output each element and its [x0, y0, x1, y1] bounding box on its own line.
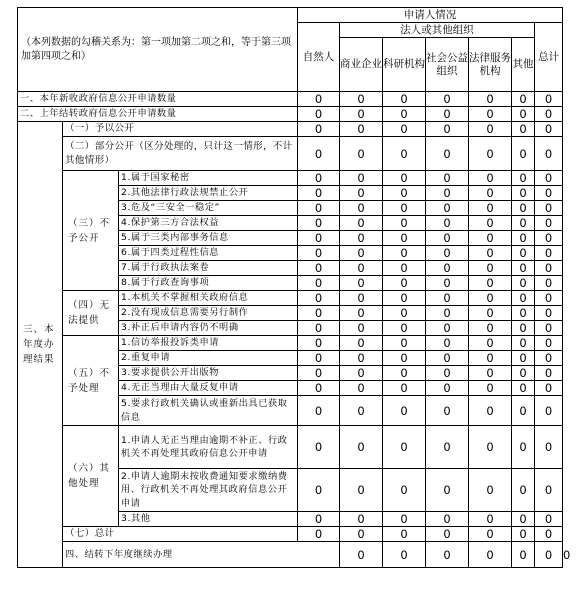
value-cell: 0: [512, 171, 535, 186]
value-cell: 0: [340, 351, 383, 366]
row-label-item: 4.保护第三方合法权益: [119, 216, 298, 231]
row-label-carry-forward: 四、结转下年度继续办理: [63, 542, 340, 568]
row-label-item: 2.没有现成信息需要另行制作: [119, 306, 298, 321]
value-cell: 0: [298, 261, 340, 276]
value-cell: 0: [512, 216, 535, 231]
value-cell: 0: [298, 137, 340, 171]
value-cell: 0: [298, 216, 340, 231]
value-cell: 0: [383, 381, 426, 396]
value-cell: 0: [383, 186, 426, 201]
value-cell: 0: [512, 396, 535, 426]
value-cell: 0: [383, 351, 426, 366]
value-cell: 0: [426, 201, 469, 216]
value-cell: 0: [340, 396, 383, 426]
value-cell: 0: [469, 201, 512, 216]
value-cell: 0: [426, 381, 469, 396]
col-header-research: 科研机构: [383, 38, 426, 92]
value-cell: 0: [426, 396, 469, 426]
value-cell: 0: [426, 92, 469, 107]
value-cell: 0: [426, 171, 469, 186]
value-cell: 0: [426, 276, 469, 291]
value-cell: 0: [426, 527, 469, 542]
row-label-item: 1.属于国家秘密: [119, 171, 298, 186]
value-cell: 0: [469, 231, 512, 246]
section-label-results: 三、本年度办理结果: [18, 122, 63, 568]
value-cell: 0: [469, 381, 512, 396]
row-label-item: 2.重复申请: [119, 351, 298, 366]
value-cell: 0: [535, 171, 563, 186]
value-cell: 0: [383, 291, 426, 306]
value-cell: 0: [512, 336, 535, 351]
value-cell: 0: [340, 122, 383, 137]
value-cell: 0: [340, 291, 383, 306]
row-label-item: 1.信访举报投诉类申请: [119, 336, 298, 351]
value-cell: 0: [340, 246, 383, 261]
value-cell: 0: [426, 246, 469, 261]
value-cell: 0: [340, 381, 383, 396]
value-cell: 0: [469, 542, 512, 568]
table-row: 四、结转下年度继续办理 0 0 0 0 0 0 0: [18, 542, 563, 568]
value-cell: 0: [535, 201, 563, 216]
value-cell: 0: [469, 426, 512, 469]
value-cell: 0: [469, 396, 512, 426]
value-cell: 0: [535, 396, 563, 426]
value-cell: 0: [512, 469, 535, 512]
value-cell: 0: [298, 512, 340, 527]
row-label-item: 6.属于四类过程性信息: [119, 246, 298, 261]
value-cell: 0: [340, 469, 383, 512]
row-label-item: 1.本机关不掌握相关政府信息: [119, 291, 298, 306]
row-label-item: 7.属于行政执法案卷: [119, 261, 298, 276]
value-cell: 0: [469, 92, 512, 107]
value-cell: 0: [469, 366, 512, 381]
col-header-public-welfare: 社会公益组织: [426, 38, 469, 92]
value-cell: 0: [383, 396, 426, 426]
value-cell: 0: [426, 231, 469, 246]
value-cell: 0: [298, 92, 340, 107]
value-cell: 0: [469, 276, 512, 291]
value-cell: 0: [512, 291, 535, 306]
value-cell: 0: [340, 527, 383, 542]
row-label-total: （七）总计: [63, 527, 298, 542]
value-cell: 0: [535, 276, 563, 291]
value-cell: 0: [535, 261, 563, 276]
value-cell: 0: [535, 381, 563, 396]
value-cell: 0: [340, 92, 383, 107]
value-cell: 0: [512, 201, 535, 216]
value-cell: 0: [383, 107, 426, 122]
value-cell: 0: [426, 122, 469, 137]
value-cell: 0: [383, 261, 426, 276]
value-cell: 0: [383, 512, 426, 527]
disclosure-report-table: [17, 7, 571, 568]
value-cell: 0: [383, 527, 426, 542]
value-cell: 0: [512, 512, 535, 527]
value-cell: 0: [426, 512, 469, 527]
value-cell: 0: [298, 426, 340, 469]
table-note: （本列数据的勾稽关系为：第一项加第二项之和，等于第三项加第四项之和）: [18, 8, 298, 92]
value-cell: 0: [469, 291, 512, 306]
value-cell: 0: [512, 107, 535, 122]
value-cell: 0: [298, 336, 340, 351]
value-cell: 0: [512, 321, 535, 336]
value-cell: 0: [340, 366, 383, 381]
row-label-partial-disclosure: （二）部分公开（区分处理的，只计这一情形，不计其他情形）: [63, 137, 298, 171]
value-cell: 0: [469, 216, 512, 231]
value-cell: 0: [383, 231, 426, 246]
value-cell: 0: [535, 107, 563, 122]
value-cell: 0: [469, 351, 512, 366]
value-cell: 0: [512, 231, 535, 246]
col-header-other: 其他: [512, 38, 535, 92]
table-row: [18, 107, 563, 122]
legal-entity-header: 法人或其他组织: [340, 23, 535, 38]
value-cell: 0: [535, 512, 563, 527]
value-cell: 0: [298, 122, 340, 137]
value-cell: 0: [469, 261, 512, 276]
value-cell: 0: [298, 246, 340, 261]
row-label-item: 3.要求提供公开出版物: [119, 366, 298, 381]
table-row: [18, 92, 563, 107]
value-cell: 0: [512, 351, 535, 366]
value-cell: 0: [426, 336, 469, 351]
value-cell: 0: [340, 306, 383, 321]
value-cell: 0: [512, 366, 535, 381]
value-cell: 0: [469, 186, 512, 201]
value-cell: 0: [298, 201, 340, 216]
value-cell: 0: [383, 137, 426, 171]
value-cell: 0: [298, 469, 340, 512]
row-label-item: 1.申请人无正当理由逾期不补正、行政机关不再处理其政府信息公开申请: [119, 426, 298, 469]
table-row: [18, 122, 563, 137]
value-cell: 0: [298, 276, 340, 291]
group-label-unable-to-provide: （四）无法提供: [63, 291, 119, 336]
row-label-item: 2.申请人逾期未按收费通知要求缴纳费用、行政机关不再处理其政府信息公开申请: [119, 469, 298, 512]
value-cell: 0: [469, 137, 512, 171]
value-cell: 0: [298, 381, 340, 396]
value-cell: 0: [298, 291, 340, 306]
value-cell: 0: [535, 246, 563, 261]
value-cell: 0: [535, 426, 563, 469]
row-label-carried-over: 二、上年结转政府信息公开申请数量: [18, 107, 298, 122]
value-cell: 0: [469, 122, 512, 137]
value-cell: 0: [535, 527, 563, 542]
row-label-item: 5.要求行政机关确认或重新出具已获取信息: [119, 396, 298, 426]
value-cell: 0: [512, 246, 535, 261]
value-cell: 0: [340, 107, 383, 122]
table-row: [18, 426, 563, 469]
value-cell: 0: [512, 92, 535, 107]
value-cell: 0: [469, 512, 512, 527]
value-cell: 0: [512, 261, 535, 276]
table-row: [18, 291, 563, 306]
value-cell: 0: [340, 231, 383, 246]
value-cell: 0: [512, 542, 535, 568]
value-cell: 0: [512, 186, 535, 201]
value-cell: 0: [298, 321, 340, 336]
total-header: 总计: [535, 23, 563, 92]
value-cell: 0: [535, 137, 563, 171]
value-cell: 0: [535, 231, 563, 246]
table-row: [18, 171, 563, 186]
value-cell: 0: [298, 366, 340, 381]
value-cell: 0: [383, 276, 426, 291]
value-cell: 0: [426, 291, 469, 306]
value-cell: 0: [383, 201, 426, 216]
value-cell: 0: [535, 291, 563, 306]
value-cell: 0: [298, 171, 340, 186]
group-label-not-processed: （五）不予处理: [63, 336, 119, 426]
table-row: [18, 137, 563, 171]
value-cell: 0: [426, 351, 469, 366]
value-cell: 0: [512, 306, 535, 321]
value-cell: 0: [383, 171, 426, 186]
value-cell: 0: [469, 306, 512, 321]
row-label-item: 2.其他法律行政法规禁止公开: [119, 186, 298, 201]
value-cell: 0: [535, 336, 563, 351]
value-cell: 0: [340, 321, 383, 336]
value-cell: 0: [426, 137, 469, 171]
value-cell: 0: [383, 469, 426, 512]
row-label-item: 8.属于行政查询事项: [119, 276, 298, 291]
value-cell: 0: [340, 426, 383, 469]
value-cell: 0: [535, 469, 563, 512]
value-cell: 0: [535, 366, 563, 381]
value-cell: 0: [298, 351, 340, 366]
value-cell: 0: [469, 527, 512, 542]
row-label-item: 3.其他: [119, 512, 298, 527]
value-cell: 0: [426, 366, 469, 381]
value-cell: 0: [383, 122, 426, 137]
col-header-business: 商业企业: [340, 38, 383, 92]
value-cell: 0: [469, 321, 512, 336]
value-cell: 0: [469, 246, 512, 261]
value-cell: 0: [340, 276, 383, 291]
value-cell: 0: [535, 186, 563, 201]
value-cell: 0: [512, 276, 535, 291]
value-cell: 0: [535, 542, 563, 568]
value-cell: 0: [298, 186, 340, 201]
value-cell: 0: [298, 107, 340, 122]
value-cell: 0: [340, 186, 383, 201]
table-row: [18, 336, 563, 351]
row-label-item: 5.属于三类内部事务信息: [119, 231, 298, 246]
value-cell: 0: [512, 527, 535, 542]
value-cell: 0: [535, 306, 563, 321]
value-cell: 0: [426, 321, 469, 336]
value-cell: 0: [383, 336, 426, 351]
value-cell: 0: [426, 306, 469, 321]
value-cell: 0: [298, 306, 340, 321]
value-cell: 0: [535, 122, 563, 137]
value-cell: 0: [383, 542, 426, 568]
value-cell: 0: [340, 336, 383, 351]
value-cell: 0: [535, 92, 563, 107]
applicant-header: 申请人情况: [298, 8, 563, 23]
row-label-item: 3.危及“三安全一稳定”: [119, 201, 298, 216]
value-cell: 0: [340, 512, 383, 527]
natural-person-header: 自然人: [298, 23, 340, 92]
value-cell: 0: [340, 171, 383, 186]
value-cell: 0: [426, 469, 469, 512]
value-cell: 0: [383, 366, 426, 381]
row-label-item: 3.补正后申请内容仍不明确: [119, 321, 298, 336]
group-label-other-handling: （六）其他处理: [63, 426, 119, 527]
col-header-legal-service: 法律服务机构: [469, 38, 512, 92]
value-cell: 0: [512, 122, 535, 137]
value-cell: 0: [512, 426, 535, 469]
value-cell: 0: [512, 137, 535, 171]
value-cell: 0: [383, 306, 426, 321]
value-cell: 0: [426, 261, 469, 276]
value-cell: 0: [340, 261, 383, 276]
value-cell: 0: [383, 92, 426, 107]
table-body: [18, 8, 571, 568]
value-cell: 0: [535, 216, 563, 231]
value-cell: 0: [340, 201, 383, 216]
value-cell: 0: [469, 171, 512, 186]
value-cell: 0: [426, 107, 469, 122]
value-cell: 0: [469, 336, 512, 351]
value-cell: 0: [426, 542, 469, 568]
value-cell: 0: [340, 542, 383, 568]
group-label-not-disclosed: （三）不予公开: [63, 171, 119, 291]
value-cell: 0: [298, 396, 340, 426]
row-label-new-applications: 一、本年新收政府信息公开申请数量: [18, 92, 298, 107]
value-cell: 0: [298, 527, 340, 542]
row-label-disclosed: （一）予以公开: [63, 122, 298, 137]
value-cell: 0: [383, 321, 426, 336]
value-cell: 0: [383, 426, 426, 469]
value-cell: 0: [298, 231, 340, 246]
value-cell: 0: [535, 321, 563, 336]
value-cell: 0: [512, 381, 535, 396]
value-cell: 0: [426, 216, 469, 231]
value-cell: 0: [469, 469, 512, 512]
value-cell: 0: [383, 216, 426, 231]
value-cell: 0: [340, 216, 383, 231]
value-cell: 0: [426, 186, 469, 201]
value-cell: 0: [535, 351, 563, 366]
table-row: [18, 527, 563, 542]
value-cell: 0: [383, 246, 426, 261]
value-cell: 0: [469, 107, 512, 122]
row-label-item: 4.无正当理由大量反复申请: [119, 381, 298, 396]
value-cell: 0: [340, 137, 383, 171]
value-cell: 0: [426, 426, 469, 469]
